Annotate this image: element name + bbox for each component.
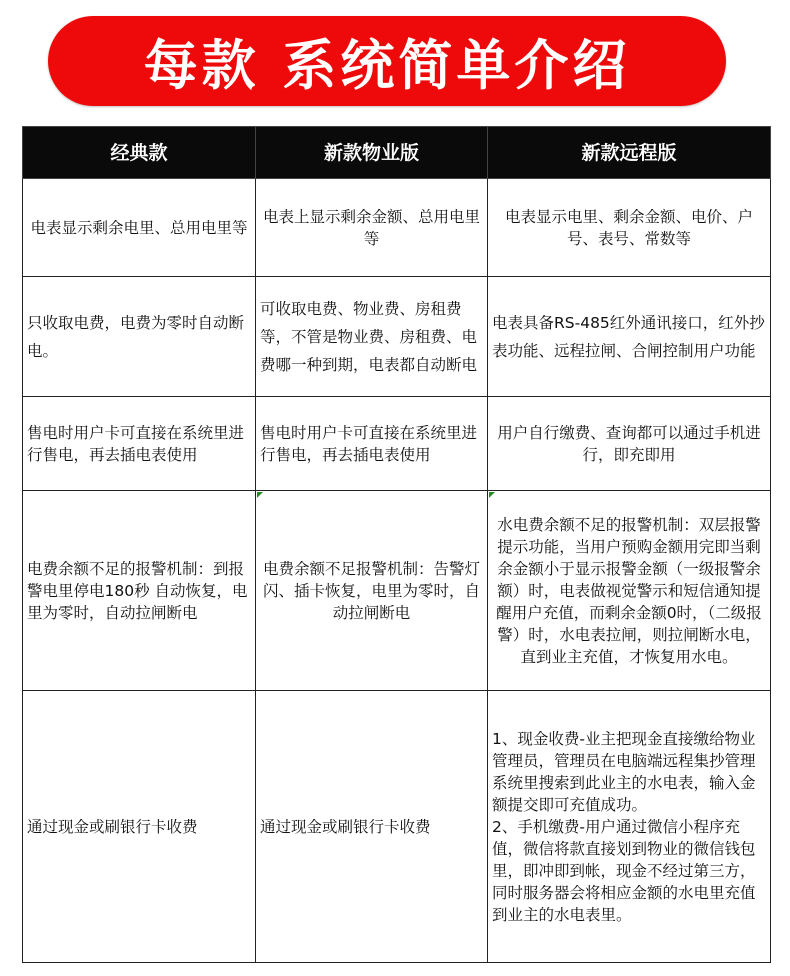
table-cell: 电表显示电里、剩余金额、电价、户号、表号、常数等	[488, 179, 771, 277]
table-row	[23, 277, 771, 397]
table-row	[23, 179, 771, 277]
header-row	[23, 127, 771, 179]
table-cell: 电费余额不足的报警机制：到报警电里停电180秒 自动恢复，电里为零时，自动拉闸断电	[23, 491, 256, 691]
banner-title: 每款 系统简单介绍	[143, 33, 631, 97]
table-cell: 只收取电费，电费为零时自动断电。	[23, 277, 256, 397]
header-classic: 经典款	[23, 127, 256, 179]
header-remote: 新款远程版	[488, 127, 771, 179]
table-cell: 电表显示剩余电里、总用电里等	[23, 179, 256, 277]
table-cell: 通过现金或刷银行卡收费	[23, 691, 256, 963]
table-row	[23, 691, 771, 963]
table-cell: 电表具备RS-485红外通讯接口，红外抄表功能、远程拉闸、合闸控制用户功能	[488, 277, 771, 397]
table-row	[23, 397, 771, 491]
table-row	[23, 491, 771, 691]
table-cell: 用户自行缴费、查询都可以通过手机进行，即充即用	[488, 397, 771, 491]
comparison-table	[22, 126, 771, 963]
header-property: 新款物业版	[256, 127, 488, 179]
table-cell: 售电时用户卡可直接在系统里进行售电，再去插电表使用	[23, 397, 256, 491]
table-cell: 水电费余额不足的报警机制：双层报警提示功能，当用户预购金额用完即当剩余金额小于显示报警金额（一级报警余额）时，电表做视觉警示和短信通知提醒用户充值，而剩余金额0时，（二级报警）时，水电表拉闸，则拉闸断水电，直到业主充值，才恢复用水电。	[488, 491, 771, 691]
table-cell: 通过现金或刷银行卡收费	[256, 691, 488, 963]
table-cell: 可收取电费、物业费、房租费等，不管是物业费、房租费、电费哪一种到期，电表都自动断电	[256, 277, 488, 397]
table-cell: 电费余额不足报警机制：告警灯闪、插卡恢复，电里为零时，自动拉闸断电	[256, 491, 488, 691]
title-banner	[48, 16, 726, 106]
payment-method-cash: 1、现金收费-业主把现金直接缴给物业管理员，管理员在电脑端远程集抄管理系统里搜索到此业主的水电表，输入金额提交即可充值成功。	[492, 729, 756, 814]
payment-method-mobile: 2、手机缴费-用户通过微信小程序充值，微信将款直接划到物业的微信钱包里，即冲即到帐，现金不经过第三方，同时服务器会将相应金额的水电里充值到业主的水电表里。	[492, 817, 756, 924]
table-cell: 售电时用户卡可直接在系统里进行售电，再去插电表使用	[256, 397, 488, 491]
table-cell	[488, 691, 771, 963]
table-cell: 电表上显示剩余金额、总用电里等	[256, 179, 488, 277]
